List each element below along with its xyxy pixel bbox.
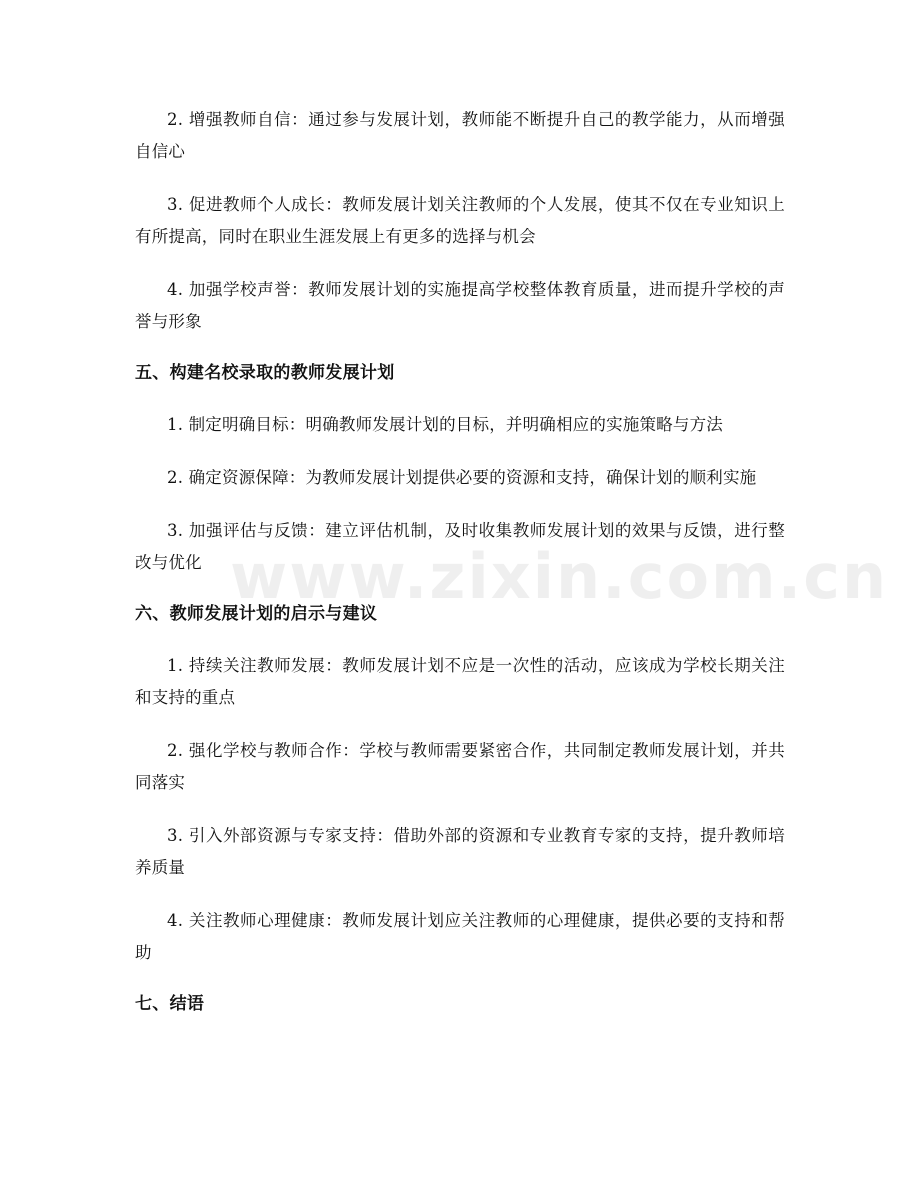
section-heading-5: 五、构建名校录取的教师发展计划 bbox=[135, 363, 395, 383]
list-item-continuous-attention: 1. 持续关注教师发展：教师发展计划不应是一次性的活动，应该成为学校长期关注和支持的重点 bbox=[135, 656, 785, 707]
document-body bbox=[135, 104, 889, 1040]
section-heading-6: 六、教师发展计划的启示与建议 bbox=[135, 604, 378, 624]
list-item-personal-growth: 3. 促进教师个人成长：教师发展计划关注教师的个人发展，使其不仅在专业知识上有所提高，同时在职业生涯发展上有更多的选择与机会 bbox=[135, 195, 785, 246]
list-item-resource-support: 2. 确定资源保障：为教师发展计划提供必要的资源和支持，确保计划的顺利实施 bbox=[167, 468, 757, 487]
watermark: www.zixin.com.cn bbox=[230, 540, 889, 613]
list-item-cooperation: 2. 强化学校与教师合作：学校与教师需要紧密合作，共同制定教师发展计划，并共同落实 bbox=[135, 741, 785, 792]
list-item-external-resources: 3. 引入外部资源与专家支持：借助外部的资源和专业教育专家的支持，提升教师培养质量 bbox=[135, 826, 785, 877]
list-item-set-goals: 1. 制定明确目标：明确教师发展计划的目标，并明确相应的实施策略与方法 bbox=[167, 415, 723, 434]
section-heading-7: 七、结语 bbox=[135, 994, 205, 1014]
list-item-mental-health: 4. 关注教师心理健康：教师发展计划应关注教师的心理健康，提供必要的支持和帮助 bbox=[135, 911, 785, 962]
list-item-enhance-confidence: 2. 增强教师自信：通过参与发展计划，教师能不断提升自己的教学能力，从而增强自信心 bbox=[135, 110, 785, 161]
list-item-school-reputation: 4. 加强学校声誉：教师发展计划的实施提高学校整体教育质量，进而提升学校的声誉与形象 bbox=[135, 280, 785, 331]
list-item-evaluation-feedback: 3. 加强评估与反馈：建立评估机制，及时收集教师发展计划的效果与反馈，进行整改与优化 bbox=[135, 521, 785, 572]
